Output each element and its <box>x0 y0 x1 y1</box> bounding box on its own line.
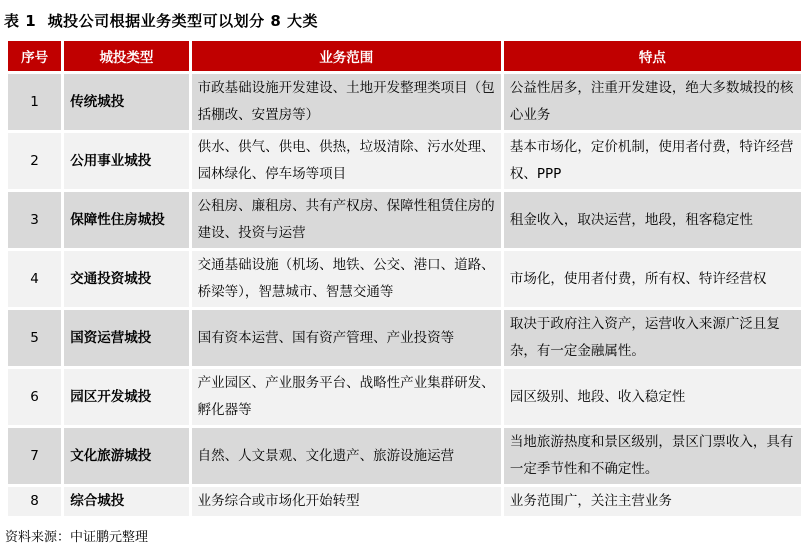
cell-features: 公益性居多，注重开发建设，绝大多数城投的核心业务 <box>504 74 801 130</box>
cell-business-scope: 供水、供气、供电、供热，垃圾清除、污水处理、园林绿化、停车场等项目 <box>192 133 501 189</box>
cell-row-number: 1 <box>8 74 61 130</box>
cell-features: 业务范围广，关注主营业务 <box>504 487 801 516</box>
table-row <box>8 192 801 248</box>
table-header <box>8 41 801 71</box>
table-body <box>8 74 801 516</box>
cell-row-number: 3 <box>8 192 61 248</box>
cell-citic-type: 园区开发城投 <box>64 369 188 425</box>
cell-features: 基本市场化，定价机制，使用者付费，特许经营权、PPP <box>504 133 801 189</box>
cell-citic-type: 综合城投 <box>64 487 188 516</box>
cell-business-scope: 国有资本运营、国有资产管理、产业投资等 <box>192 310 501 366</box>
cell-row-number: 8 <box>8 487 61 516</box>
city-investment-classification-table <box>5 38 804 519</box>
table-row <box>8 74 801 130</box>
table-row <box>8 251 801 307</box>
cell-row-number: 6 <box>8 369 61 425</box>
cell-citic-type: 国资运营城投 <box>64 310 188 366</box>
cell-row-number: 2 <box>8 133 61 189</box>
cell-features: 租金收入，取决运营，地段，租客稳定性 <box>504 192 801 248</box>
cell-row-number: 7 <box>8 428 61 484</box>
cell-row-number: 5 <box>8 310 61 366</box>
cell-citic-type: 保障性住房城投 <box>64 192 188 248</box>
cell-features: 取决于政府注入资产，运营收入来源广泛且复杂，有一定金融属性。 <box>504 310 801 366</box>
table-row <box>8 310 801 366</box>
cell-business-scope: 业务综合或市场化开始转型 <box>192 487 501 516</box>
table-row <box>8 133 801 189</box>
cell-features: 市场化，使用者付费，所有权、特许经营权 <box>504 251 801 307</box>
table-row <box>8 369 801 425</box>
cell-business-scope: 市政基础设施开发建设、土地开发整理类项目（包括棚改、安置房等） <box>192 74 501 130</box>
cell-business-scope: 交通基础设施（机场、地铁、公交、港口、道路、桥梁等），智慧城市、智慧交通等 <box>192 251 501 307</box>
cell-features: 当地旅游热度和景区级别，景区门票收入，具有一定季节性和不确定性。 <box>504 428 801 484</box>
header-cell-scope: 业务范围 <box>192 41 501 71</box>
header-cell-no: 序号 <box>8 41 61 71</box>
cell-business-scope: 公租房、廉租房、共有产权房、保障性租赁住房的建设、投资与运营 <box>192 192 501 248</box>
cell-citic-type: 传统城投 <box>64 74 188 130</box>
cell-features: 园区级别、地段、收入稳定性 <box>504 369 801 425</box>
cell-row-number: 4 <box>8 251 61 307</box>
cell-citic-type: 文化旅游城投 <box>64 428 188 484</box>
header-row <box>8 41 801 71</box>
header-cell-type: 城投类型 <box>64 41 188 71</box>
table-row <box>8 487 801 516</box>
source-note: 资料来源：中证鹏元整理 <box>5 530 149 545</box>
header-cell-features: 特点 <box>504 41 801 71</box>
cell-business-scope: 产业园区、产业服务平台、战略性产业集群研发、孵化器等 <box>192 369 501 425</box>
cell-citic-type: 公用事业城投 <box>64 133 188 189</box>
cell-citic-type: 交通投资城投 <box>64 251 188 307</box>
table-title: 表 1 城投公司根据业务类型可以划分 8 大类 <box>4 12 318 30</box>
table-row <box>8 428 801 484</box>
cell-business-scope: 自然、人文景观、文化遗产、旅游设施运营 <box>192 428 501 484</box>
